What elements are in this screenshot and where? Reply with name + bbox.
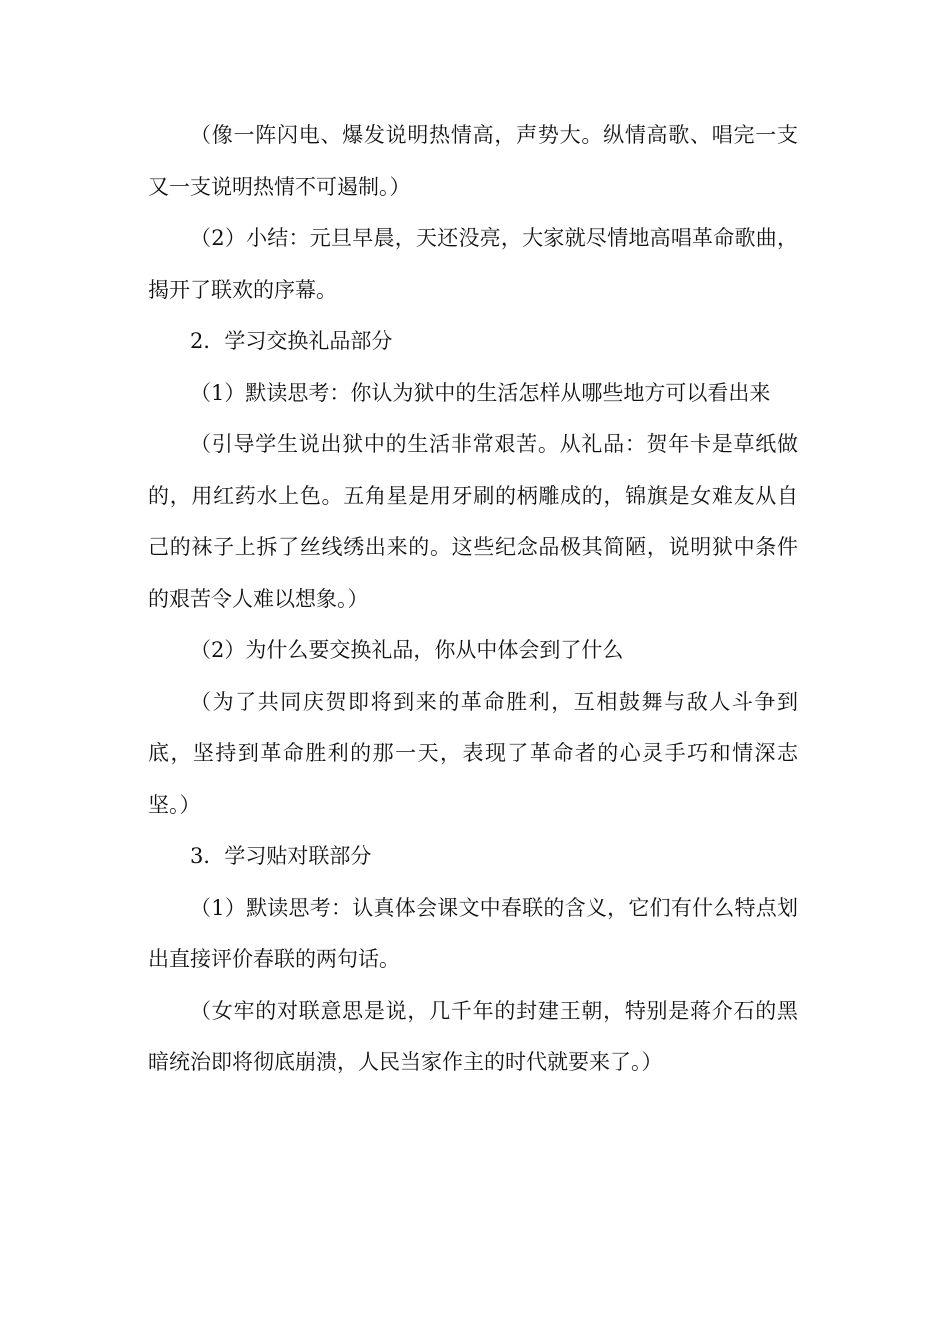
section-heading-couplets: 3．学习贴对联部分 xyxy=(190,844,372,868)
paragraph-question-why-exchange: （2）为什么要交换礼品，你从中体会到了什么 xyxy=(190,638,624,662)
paragraph-explanation-revolution: （为了共同庆贺即将到来的革命胜利，互相鼓舞与敌人斗争到底，坚持到革命胜利的那一天，表现了革命者的心灵手巧和情深志坚。） xyxy=(148,689,798,817)
paragraph-explanation-enthusiasm: （像一阵闪电、爆发说明热情高，声势大。纵情高歌、唱完一支又一支说明热情不可遏制。） xyxy=(148,123,798,199)
paragraph-explanation-couplets: （女牢的对联意思是说，几千年的封建王朝，特别是蒋介石的黑暗统治即将彻底崩溃，人民当家作主的时代就要来了。） xyxy=(148,998,798,1074)
paragraph-summary: （2）小结：元旦早晨，天还没亮，大家就尽情地高唱革命歌曲，揭开了联欢的序幕。 xyxy=(148,226,798,302)
section-heading-gift-exchange: 2．学习交换礼品部分 xyxy=(190,329,393,353)
paragraph-question-couplets: （1）默读思考：认真体会课文中春联的含义，它们有什么特点划出直接评价春联的两句话。 xyxy=(148,895,798,971)
paragraph-question-prison-life: （1）默读思考：你认为狱中的生活怎样从哪些地方可以看出来 xyxy=(190,380,771,405)
paragraph-explanation-hardship: （引导学生说出狱中的生活非常艰苦。从礼品：贺年卡是草纸做的，用红药水上色。五角星是用牙刷的柄雕成的，锦旗是女难友从自己的袜子上拆了丝线绣出来的。这些纪念品极其简陋，说明狱中条件的艰苦令人难以想象。） xyxy=(148,432,798,611)
document-body xyxy=(148,110,798,1089)
